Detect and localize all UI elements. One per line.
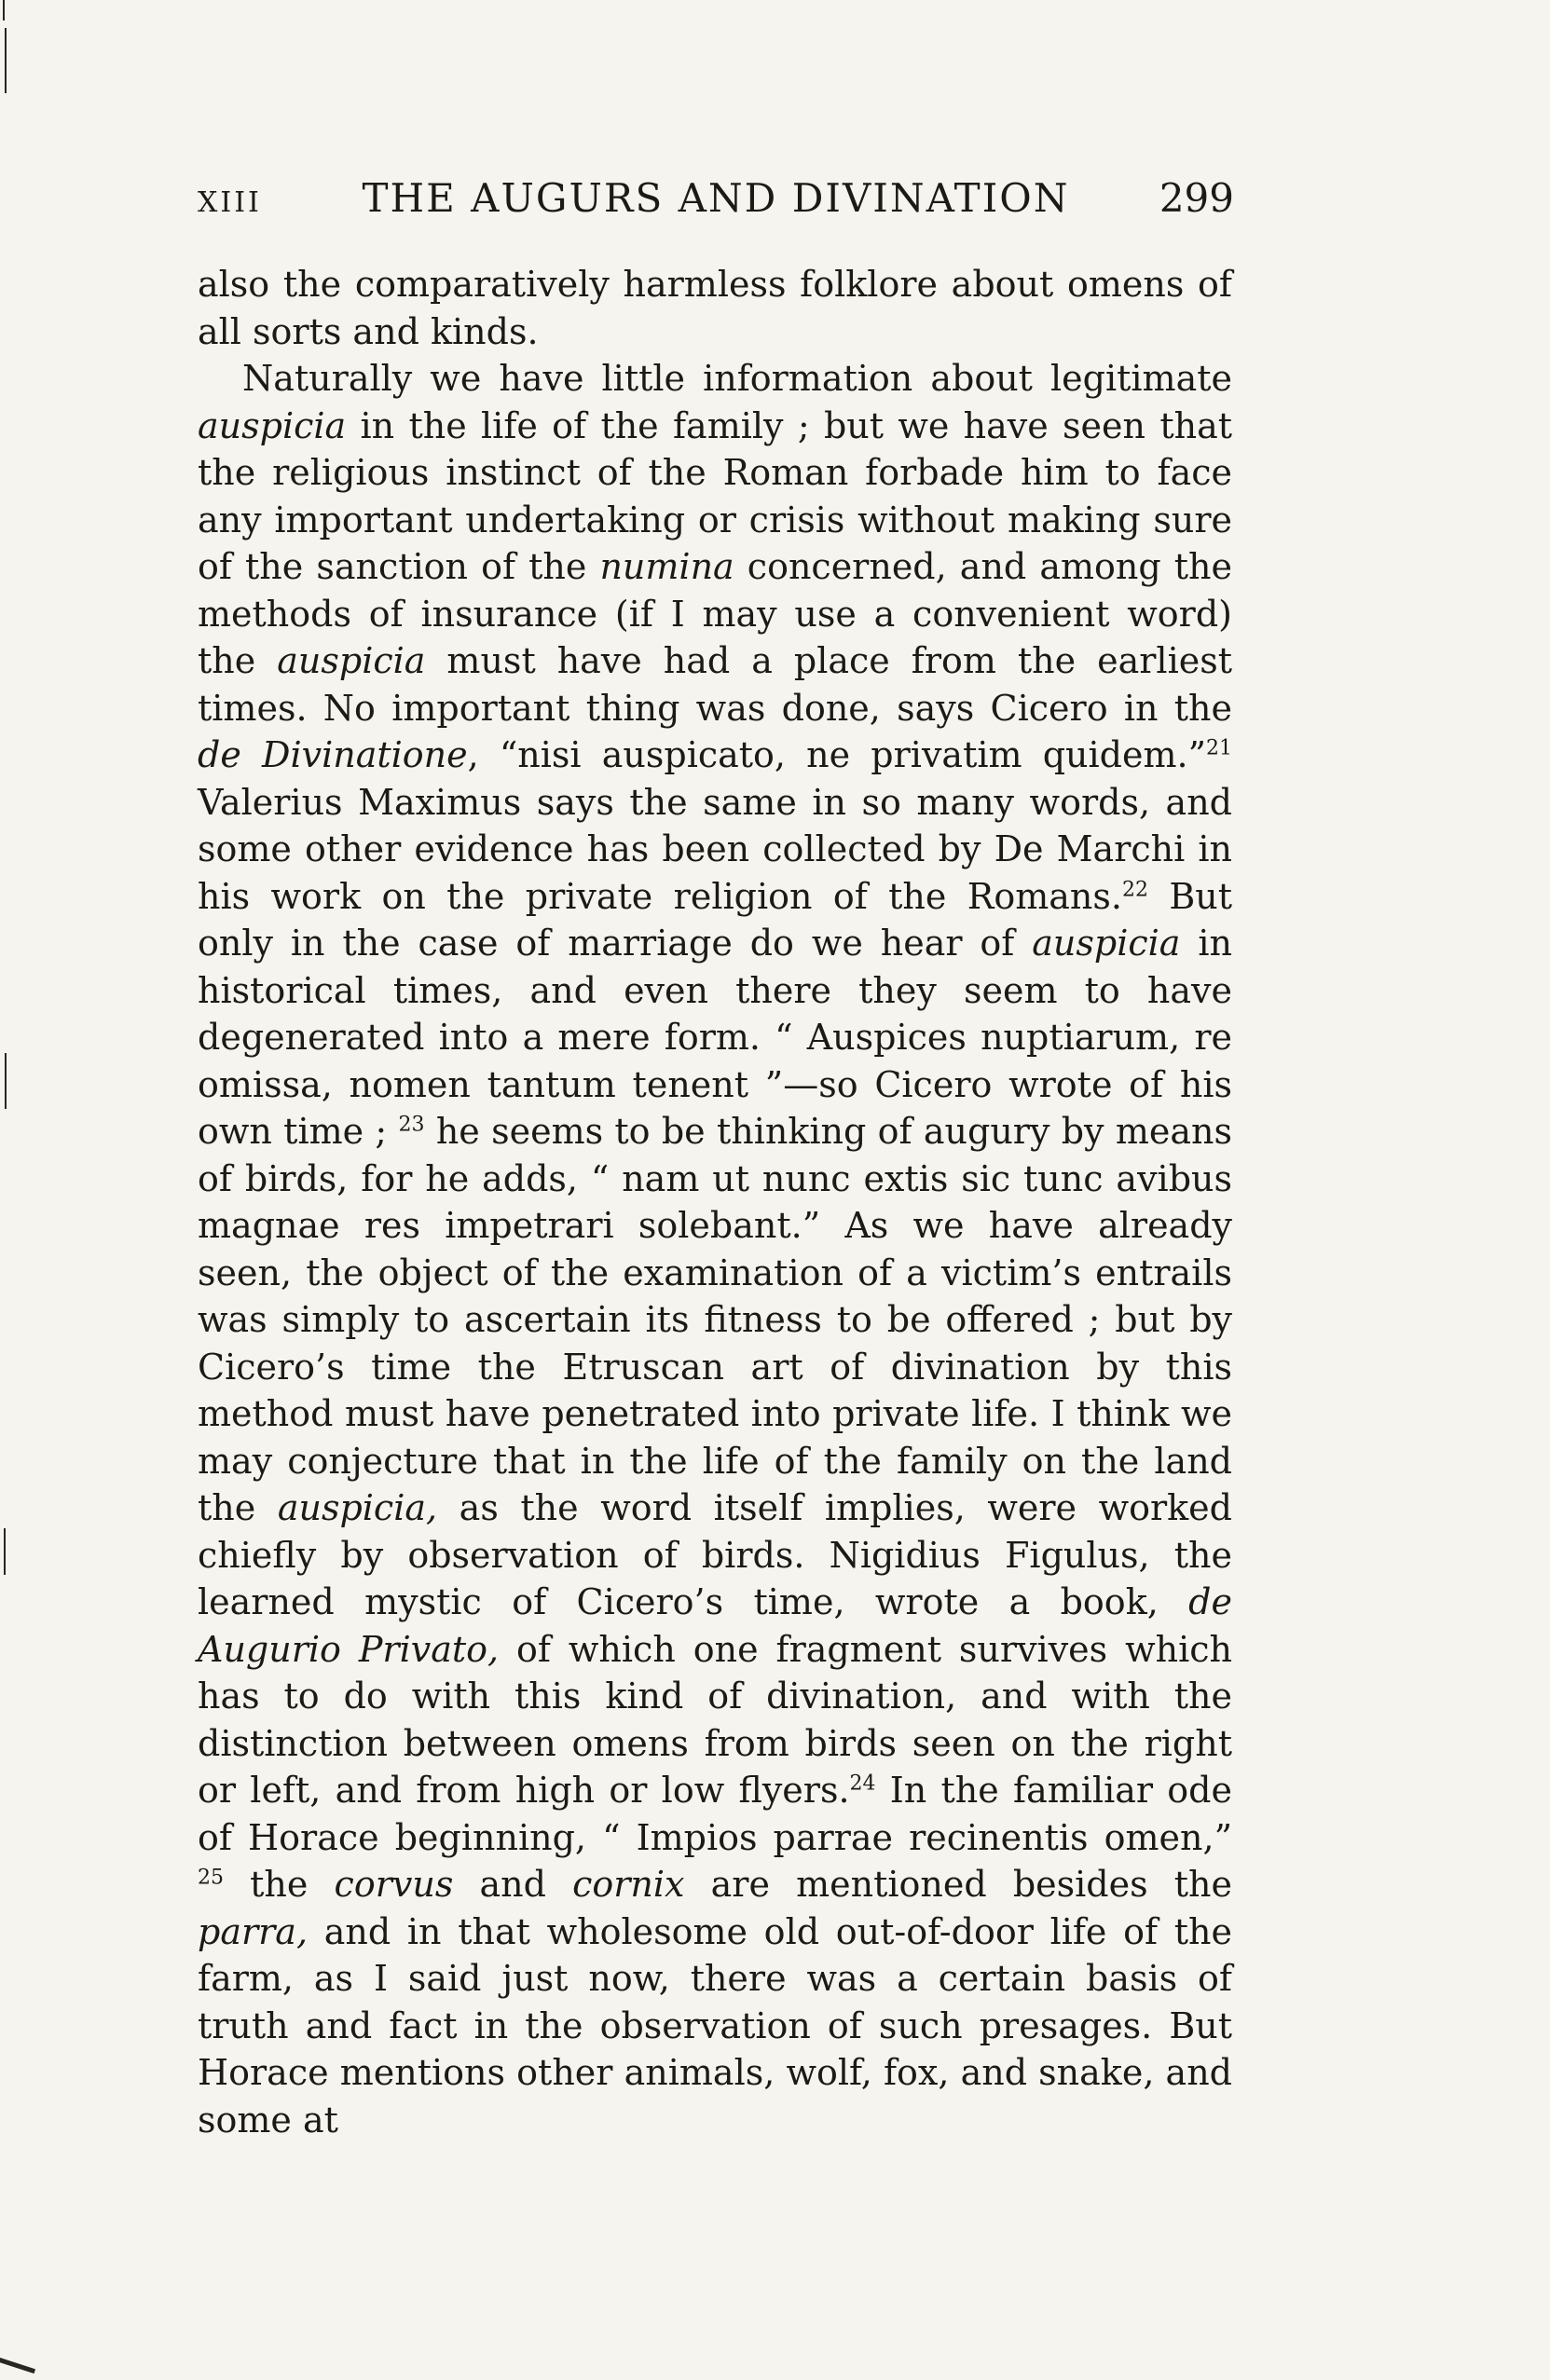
footnote-ref: 21 <box>1206 736 1233 760</box>
italic-term: de Divinatione <box>198 734 468 775</box>
text-run: Valerius Maximus says the same in so many words, and some other evidence has been collected by De Marchi in his work on the private religion of the Romans. <box>198 781 1232 917</box>
text-run: are mentioned besides the <box>684 1864 1232 1905</box>
paragraph-text: also the comparatively harmless folklore about omens of all sorts and kinds. <box>198 264 1232 352</box>
paragraph <box>198 261 1232 355</box>
footnote-ref: 23 <box>398 1113 425 1137</box>
margin-mark <box>3 0 5 21</box>
margin-mark <box>5 1053 7 1109</box>
margin-mark <box>5 28 7 93</box>
text-run: in historical times, and even there they seem to have degenerated into a mere form. “ Auspices nuptiarum, re omissa, nomen tantum tenent ”—so Cicero wrote of his own time ; <box>198 923 1232 1152</box>
margin-mark <box>4 1528 6 1575</box>
italic-term: auspicia <box>1032 923 1181 964</box>
italic-term: auspicia <box>277 640 426 681</box>
text-run: must have had a place from the earliest times. No important thing was done, says Cicero in the <box>198 640 1233 729</box>
text-run: and <box>453 1864 573 1905</box>
footnote-ref: 22 <box>1121 877 1148 901</box>
footnote-ref: 25 <box>198 1866 224 1890</box>
text-run: , “nisi auspicato, ne privatim quidem.” <box>467 734 1207 775</box>
text-run: But only in the case of marriage do we hear of <box>198 875 1233 964</box>
italic-term: auspicia, <box>277 1487 438 1528</box>
page-number: 299 <box>1159 175 1234 221</box>
text-run: of which one fragment survives which has to do with this kind of divination, and with the distinction between omens from birds seen on the right or left, and from high or low flyers. <box>198 1628 1232 1811</box>
italic-term: de Augurio Privato, <box>198 1581 1232 1670</box>
running-title: THE AUGURS AND DIVINATION <box>362 175 1070 221</box>
italic-term: numina <box>599 546 734 587</box>
italic-term: auspicia <box>198 404 347 446</box>
text-run: in the life of the family ; but we have seen that the religious instinct of the Roman forbade him to face any important undertaking or crisis without making sure of the sanction of the <box>198 404 1232 587</box>
text-run: In the familiar ode of Horace beginning, “ Impios parrae recinentis omen,” <box>198 1770 1232 1858</box>
running-header <box>198 175 1234 231</box>
italic-term: corvus <box>334 1864 454 1905</box>
text-run: and in that wholesome old out-of-door life of the farm, as I said just now, there was a certain basis of truth and fact in the observation of such presages. But Horace mentions other animals, wolf, fox, and snake, and some at <box>198 1910 1232 2141</box>
paragraph <box>198 355 1232 2143</box>
italic-term: cornix <box>572 1864 685 1905</box>
text-run: Naturally we have little information about legitimate <box>242 358 1232 399</box>
footnote-ref: 24 <box>849 1771 876 1796</box>
corner-mark <box>0 2358 35 2373</box>
body-text <box>198 261 1232 2143</box>
text-run: concerned, and among the methods of insurance (if I may use a convenient word) the <box>198 546 1232 681</box>
text-run: the <box>224 1864 335 1905</box>
text-run: as the word itself implies, were worked chiefly by observation of birds. Nigidius Figulus, the learned mystic of Cicero’s time, wrote a book, <box>198 1487 1232 1622</box>
chapter-number: XIII <box>198 186 262 219</box>
italic-term: parra, <box>198 1910 309 1952</box>
text-run: he seems to be thinking of augury by means of birds, for he adds, “ nam ut nunc extis sic tunc avibus magnae res impetrari solebant.” As we have already seen, the object of the examination of a victim’s entrails was simply to ascertain its fitness to be offered ; but by Cicero’s time the Etruscan art of divination by this method must have penetrated into private life. I think we may conjecture that in the life of the family on the land the <box>198 1111 1232 1528</box>
